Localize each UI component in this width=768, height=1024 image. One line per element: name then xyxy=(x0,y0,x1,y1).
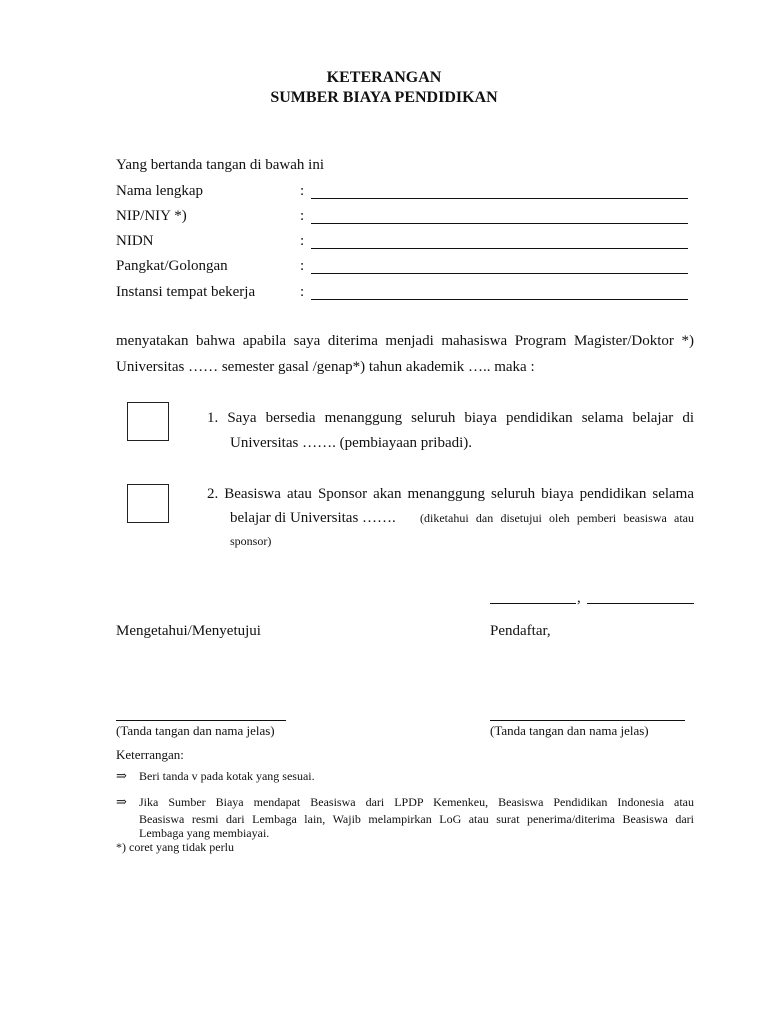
option-1-line2: Universitas ……. (pembiayaan pribadi). xyxy=(230,435,473,451)
statement-line2: Universitas …… semester gasal /genap*) tahun akademik ….. maka : xyxy=(116,359,535,375)
document-title-line2: SUMBER BIAYA PENDIDIKAN xyxy=(270,89,498,106)
field-label-nip: NIP/NIY *) xyxy=(116,208,187,224)
field-blank-instansi[interactable] xyxy=(311,299,688,300)
field-colon: : xyxy=(300,183,305,199)
signature-left-line[interactable] xyxy=(116,720,286,721)
field-blank-pangkat[interactable] xyxy=(311,273,688,274)
notes-item-2-line2: Beasiswa resmi dari Lembaga lain, Wajib melampirkan LoG atau surat penerima/diterima Beasiswa dari xyxy=(139,812,694,826)
checkbox-option-2[interactable] xyxy=(127,484,169,523)
notes-item-1: Beri tanda v pada kotak yang sesuai. xyxy=(139,769,315,783)
signature-right-label: Pendaftar, xyxy=(490,623,551,639)
checkbox-option-1[interactable] xyxy=(127,402,169,441)
field-colon: : xyxy=(300,208,305,224)
signature-right-caption: (Tanda tangan dan nama jelas) xyxy=(490,723,649,738)
date-blank[interactable] xyxy=(587,603,694,604)
option-2-line3: sponsor) xyxy=(230,534,272,548)
option-2-line2-main: belajar di Universitas ……. xyxy=(230,510,396,526)
field-colon: : xyxy=(300,284,305,300)
signature-right-line[interactable] xyxy=(490,720,685,721)
notes-item-2-line1: Jika Sumber Biaya mendapat Beasiswa dari LPDP Kemenkeu, Beasiswa Pendidikan Indonesia atau xyxy=(139,795,694,809)
signature-left-label: Mengetahui/Menyetujui xyxy=(116,623,261,639)
field-blank-nama[interactable] xyxy=(311,198,688,199)
notes-item-2-line3: Lembaga yang membiayai. xyxy=(139,826,270,840)
arrow-icon: ⇒ xyxy=(116,794,127,809)
field-colon: : xyxy=(300,258,305,274)
field-blank-nip[interactable] xyxy=(311,223,688,224)
field-label-nama: Nama lengkap xyxy=(116,183,204,199)
field-blank-nidn[interactable] xyxy=(311,248,688,249)
option-2-line1: 2. Beasiswa atau Sponsor akan menanggung seluruh biaya pendidikan selama xyxy=(207,486,694,502)
field-label-nidn: NIDN xyxy=(116,233,154,249)
signature-left-caption: (Tanda tangan dan nama jelas) xyxy=(116,723,275,738)
option-2-line2-note: (diketahui dan disetujui oleh pemberi beasiswa atau xyxy=(420,511,694,525)
field-colon: : xyxy=(300,233,305,249)
statement-line1: menyatakan bahwa apabila saya diterima menjadi mahasiswa Program Magister/Doktor *) xyxy=(116,333,694,349)
intro-text: Yang bertanda tangan di bawah ini xyxy=(116,157,325,173)
place-blank[interactable] xyxy=(490,603,576,604)
footnote: *) coret yang tidak perlu xyxy=(116,840,234,854)
document-title-line1: KETERANGAN xyxy=(326,69,442,86)
place-date-separator: , xyxy=(577,590,581,606)
option-1-line1: 1. Saya bersedia menanggung seluruh biaya pendidikan selama belajar di xyxy=(207,410,694,426)
arrow-icon: ⇒ xyxy=(116,768,127,783)
field-label-instansi: Instansi tempat bekerja xyxy=(116,284,256,300)
option-2-line2 xyxy=(230,510,694,527)
field-label-pangkat: Pangkat/Golongan xyxy=(116,258,228,274)
notes-heading: Keterrangan: xyxy=(116,747,184,762)
